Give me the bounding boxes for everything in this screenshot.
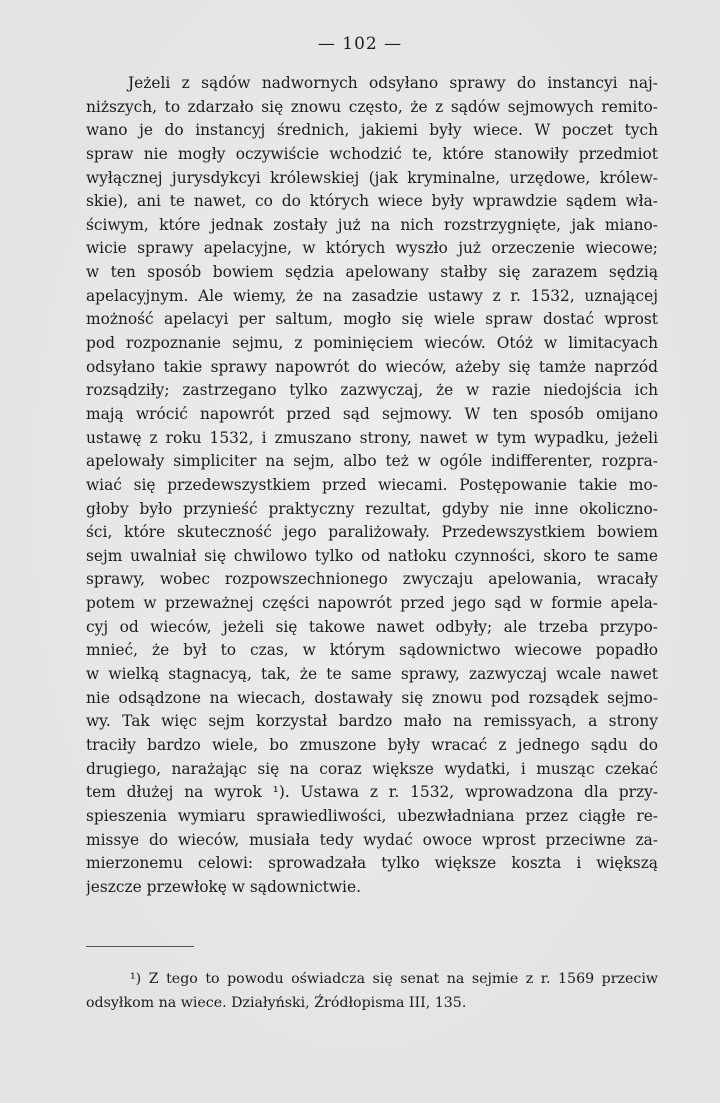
text-line: niższych, to zdarzało się znowu często, że z sądów sejmowych remito-	[86, 97, 658, 116]
text-line: ści, które skuteczność jego paraliżowały. Przedewszystkiem bowiem	[86, 523, 658, 542]
text-line: w ten sposób bowiem sędzia apelowany stałby się zarazem sędzią	[86, 263, 658, 282]
page-number: — 102 —	[317, 34, 403, 54]
text-line: missye do wieców, musiała tedy wydać owoce wprost przeciwne za-	[86, 830, 658, 849]
text-line: apelowały simpliciter na sejm, albo też w ogóle indifferenter, rozpra-	[86, 452, 658, 471]
footnote-divider	[86, 946, 194, 947]
text-line: wano je do instancyj średnich, jakiemi były wiece. W poczet tych	[86, 121, 658, 140]
text-line: jeszcze przewłokę w sądownictwie.	[86, 877, 361, 896]
text-line: wy. Tak więc sejm korzystał bardzo mało na remissyach, a strony	[86, 712, 658, 731]
footnote	[86, 967, 658, 1015]
text-line: odsyłano takie sprawy napowrót do wieców, ażeby się tamże naprzód	[86, 357, 658, 376]
text-line: pod rozpoznanie sejmu, z pominięciem wieców. Otóż w limitacyach	[86, 334, 658, 353]
text-line: rozsądziły; zastrzegano tylko zazwyczaj, że w razie niedojścia ich	[86, 381, 658, 400]
text-line: mnieć, że był to czas, w którym sądownictwo wiecowe popadło	[86, 641, 658, 660]
text-line: potem w przeważnej części napowrót przed jego sąd w formie apela-	[86, 594, 658, 613]
text-line: mierzonemu celowi: sprowadzała tylko większe koszta i większą	[86, 854, 658, 873]
text-line: tem dłużej na wyrok ¹). Ustawa z r. 1532, wprowadzona dla przy-	[86, 783, 658, 802]
text-line: ściwym, które jednak zostały już na nich rozstrzygnięte, jak miano-	[86, 215, 658, 234]
text-line: wicie sprawy apelacyjne, w których wyszło już orzeczenie wiecowe;	[86, 239, 658, 258]
text-line: apelacyjnym. Ale wiemy, że na zasadzie ustawy z r. 1532, uznającej	[86, 286, 658, 305]
text-line: Jeżeli z sądów nadwornych odsyłano sprawy do instancyi naj-	[128, 74, 658, 92]
text-line: spraw nie mogły oczywiście wchodzić te, które stanowiły przedmiot	[86, 144, 658, 163]
text-line: sprawy, wobec rozpowszechnionego zwyczaju apelowania, wracały	[86, 570, 658, 589]
footnote-line: odsyłkom na wiece. Działyński, Źródłopisma III, 135.	[86, 995, 467, 1011]
text-line: traciły bardzo wiele, bo zmuszone były wracać z jednego sądu do	[86, 735, 658, 754]
text-line: spieszenia wymiaru sprawiedliwości, ubezwładniana przez ciągłe re-	[86, 806, 658, 825]
text-line: w wielką stagnacyą, tak, że te same sprawy, zazwyczaj wcale nawet	[86, 665, 658, 684]
text-line: mają wrócić napowrót przed sąd sejmowy. W ten sposób omijano	[86, 404, 658, 423]
text-line: skie), ani te nawet, co do których wiece były wprawdzie sądem wła-	[86, 192, 658, 211]
text-line: cyj od wieców, jeżeli się takowe nawet odbyły; ale trzeba przypo-	[86, 617, 658, 636]
text-line: sejm uwalniał się chwilowo tylko od natłoku czynności, skoro te same	[86, 546, 658, 565]
text-line: ustawę z roku 1532, i zmuszano strony, nawet w tym wypadku, jeżeli	[86, 428, 658, 447]
text-line: wiać się przedewszystkiem przed wiecami. Postępowanie takie mo-	[86, 475, 658, 494]
text-line: głoby było przynieść praktyczny rezultat, gdyby nie inne okoliczno-	[86, 499, 658, 518]
main-paragraph	[86, 72, 658, 899]
text-line: możność apelacyi per saltum, mogło się wiele spraw dostać wprost	[86, 310, 658, 329]
text-line: drugiego, narażając się na coraz większe wydatki, i musząc czekać	[86, 759, 658, 778]
text-line: wyłącznej jurysdykcyi królewskiej (jak kryminalne, urzędowe, królew-	[86, 168, 658, 187]
text-line: nie odsądzone na wiecach, dostawały się znowu pod rozsądek sejmo-	[86, 688, 658, 707]
footnote-line: ¹) Z tego to powodu oświadcza się senat na sejmie z r. 1569 przeciw	[130, 971, 658, 987]
